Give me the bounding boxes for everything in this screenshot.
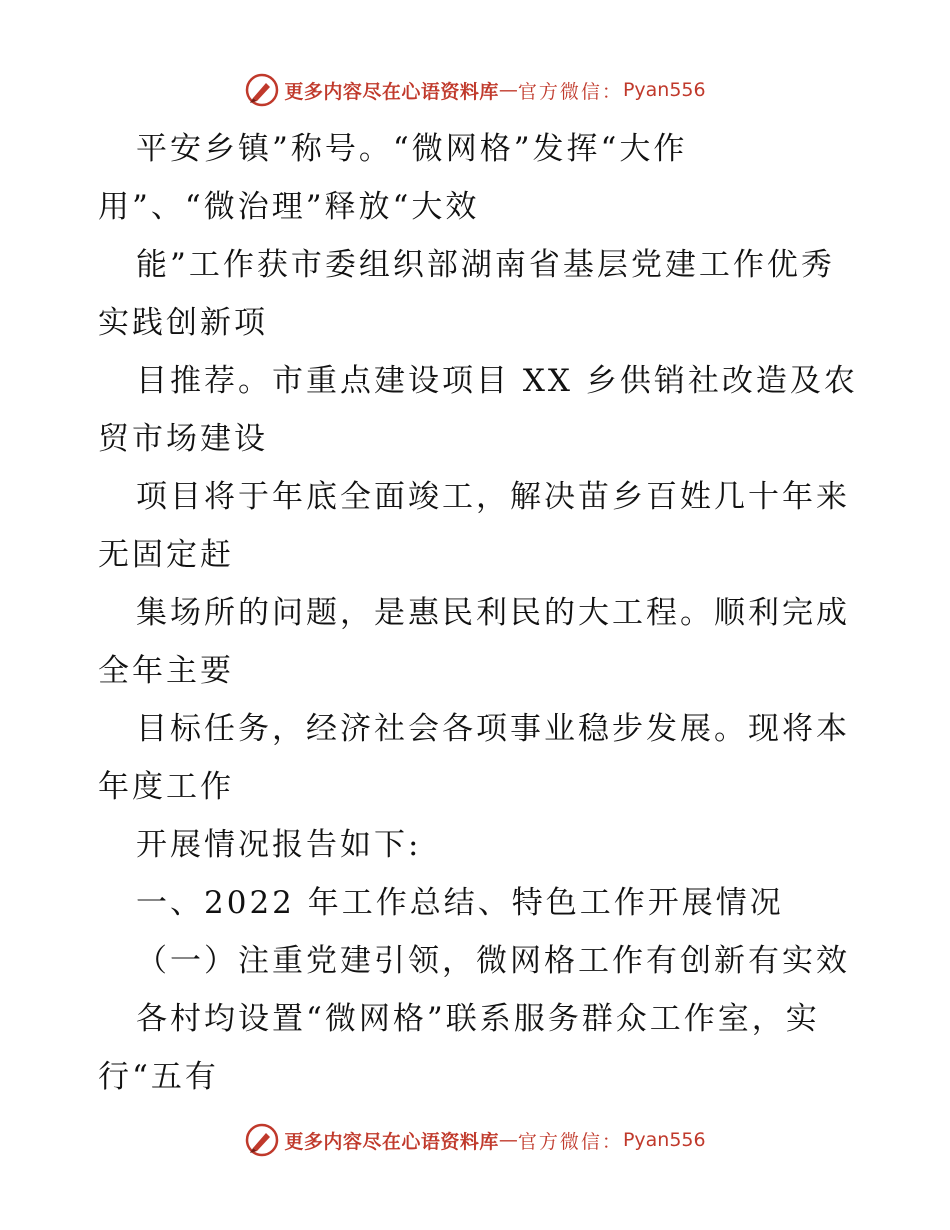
banner-wechat-label: 官方微信： [517, 1130, 623, 1153]
text-line: 各村均设置“微网格”联系服务群众工作室，实 [136, 1001, 820, 1037]
text-line: 开展情况报告如下: [136, 827, 422, 863]
text-line: 年度工作 [98, 769, 234, 805]
banner-wechat-id: Pyan556 [622, 79, 706, 101]
banner-dash: — [498, 79, 518, 101]
text-line: 行“五有 [98, 1059, 219, 1095]
text-line: 目推荐。市重点建设项目 XX 乡供销社改造及农 [136, 363, 858, 399]
text-line: 贸市场建设 [98, 421, 268, 457]
banner-dash: — [498, 1129, 518, 1151]
pen-logo-icon [244, 72, 280, 108]
document-body [98, 120, 858, 1106]
banner-title: 更多内容尽在心语资料库 [284, 80, 499, 103]
text-line: 实践创新项 [98, 305, 268, 341]
text-line: 集场所的问题，是惠民利民的大工程。顺利完成 [136, 595, 850, 631]
pen-logo-icon [244, 1122, 280, 1158]
text-line: 能”工作获市委组织部湖南省基层党建工作优秀 [136, 247, 835, 283]
text-line: 用”、“微治理”释放“大效 [98, 189, 480, 225]
text-line: 项目将于年底全面竣工，解决苗乡百姓几十年来 [136, 479, 850, 515]
text-line: 平安乡镇”称号。“微网格”发挥“大作 [136, 131, 688, 167]
banner-wechat-label: 官方微信： [517, 80, 623, 103]
banner-wechat-id: Pyan556 [622, 1129, 706, 1151]
footer-watermark-banner [0, 1120, 950, 1160]
section-heading: 一、2022 年工作总结、特色工作开展情况 [136, 885, 784, 921]
text-line: 全年主要 [98, 653, 234, 689]
header-watermark-banner [0, 70, 950, 110]
subsection-heading: （一）注重党建引领，微网格工作有创新有实效 [136, 943, 850, 979]
text-line: 目标任务，经济社会各项事业稳步发展。现将本 [136, 711, 850, 747]
banner-title: 更多内容尽在心语资料库 [284, 1130, 499, 1153]
text-line: 无固定赶 [98, 537, 234, 573]
